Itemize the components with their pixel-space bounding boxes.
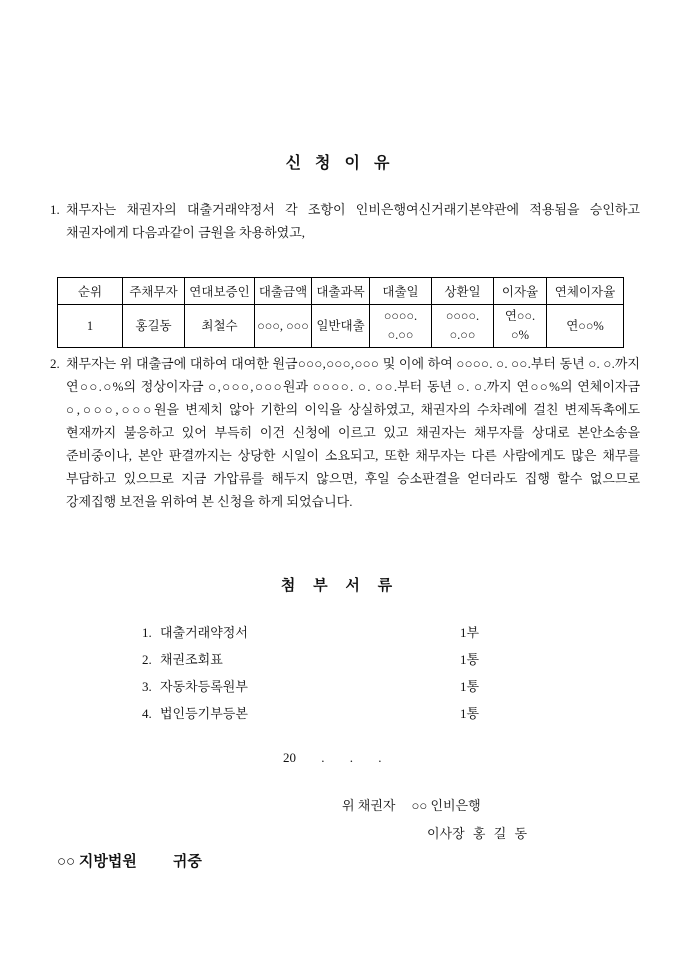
signature-representative-line: 이사장 홍 길 동 (427, 826, 528, 841)
attachment-name: 채권조회표 (160, 652, 223, 667)
attachments-title: 첨 부 서 류 (280, 578, 400, 594)
cell-loan-type: 일반대출 (312, 305, 370, 348)
cell-interest-rate: 연○○. ○% (494, 305, 547, 348)
attachments-list (142, 619, 502, 727)
paragraph-2-text: 채무자는 위 대출금에 대하여 대여한 원금○○○,○○○,○○○ 및 이에 하여 ○○○○. ○. ○○.부터 동년 ○. ○.까지 연○○.○%의 정상이자금 ○,○○○,○○○원과 ○○○○. ○. ○○.부터 동년 ○. ○.까지 연○○%의 연체이자금 ○,○○○,○○○원을 변제치 않아 기한의 이익을 상실하였고, 채권자의 수차례에 걸친 변제독촉에도 현재까지 불응하고 있어 부득히 이건 신청에 이르고 있고 채권자는 채무자를 상대로 본안소송을 준비중이나, 본안 판결까지는 상당한 시일이 소요되고, 또한 채무자는 다른 사람에게도 많은 채무를 부담하고 있으므로 지금 가압류를 해두지 않으면, 후일 승소판결을 얻더라도 집행 할수 없으므로 강제집행 보전을 위하여 본 신청을 하게 되었습니다. (66, 356, 640, 509)
table-header-joint-surety: 연대보증인 (185, 278, 255, 305)
court-address-line (57, 850, 202, 871)
table-row (58, 305, 624, 348)
cell-joint-surety: 최철수 (185, 305, 255, 348)
attachment-number: 3. (142, 679, 152, 694)
cell-rank: 1 (58, 305, 123, 348)
attachment-name: 자동차등록원부 (160, 679, 248, 694)
paragraph-1-number: 1. (50, 202, 60, 217)
court-name: ○○ 지방법원 (57, 854, 137, 870)
cell-loan-date: ○○○○. ○.○○ (370, 305, 432, 348)
attachment-item (142, 619, 502, 646)
paragraph-2 (50, 352, 640, 513)
table-header-primary-debtor: 주채무자 (123, 278, 185, 305)
court-honorific: 귀중 (172, 854, 202, 870)
creditor-label: 위 채권자 (342, 798, 396, 813)
table-header-loan-date: 대출일 (370, 278, 432, 305)
table-header-row (58, 278, 624, 305)
attachment-item (142, 673, 502, 700)
creditor-name: ○○ 인비은행 (411, 798, 481, 813)
paragraph-1 (50, 198, 640, 244)
table-header-interest-rate: 이자율 (494, 278, 547, 305)
loan-details-table (57, 277, 624, 348)
cell-overdue-interest-rate: 연○○% (547, 305, 624, 348)
table-header-rank: 순위 (58, 278, 123, 305)
attachment-name: 대출거래약정서 (160, 625, 248, 640)
table-header-repayment-date: 상환일 (432, 278, 494, 305)
cell-loan-amount: ○○○, ○○○ (255, 305, 312, 348)
paragraph-1-text: 채무자는 채권자의 대출거래약정서 각 조항이 인비은행여신거래기본약관에 적용됨을 승인하고 채권자에게 다음과같이 금원을 차용하였고, (66, 202, 640, 240)
signature-creditor-line (342, 795, 481, 814)
page-title: 신 청 이 유 (285, 155, 395, 172)
attachment-number: 1. (142, 625, 152, 640)
attachment-name: 법인등기부등본 (160, 706, 248, 721)
attachment-count: 1통 (460, 679, 480, 694)
attachment-count: 1통 (460, 706, 480, 721)
table-header-loan-type: 대출과목 (312, 278, 370, 305)
attachment-item (142, 646, 502, 673)
table-header-loan-amount: 대출금액 (255, 278, 312, 305)
attachment-count: 1부 (460, 625, 480, 640)
table-header-overdue-interest-rate: 연체이자율 (547, 278, 624, 305)
attachment-number: 4. (142, 706, 152, 721)
attachment-item (142, 700, 502, 727)
date-line: 20 . . . (283, 750, 382, 765)
attachment-count: 1통 (460, 652, 480, 667)
cell-repayment-date: ○○○○. ○.○○ (432, 305, 494, 348)
paragraph-2-number: 2. (50, 356, 60, 371)
cell-primary-debtor: 홍길동 (123, 305, 185, 348)
attachment-number: 2. (142, 652, 152, 667)
